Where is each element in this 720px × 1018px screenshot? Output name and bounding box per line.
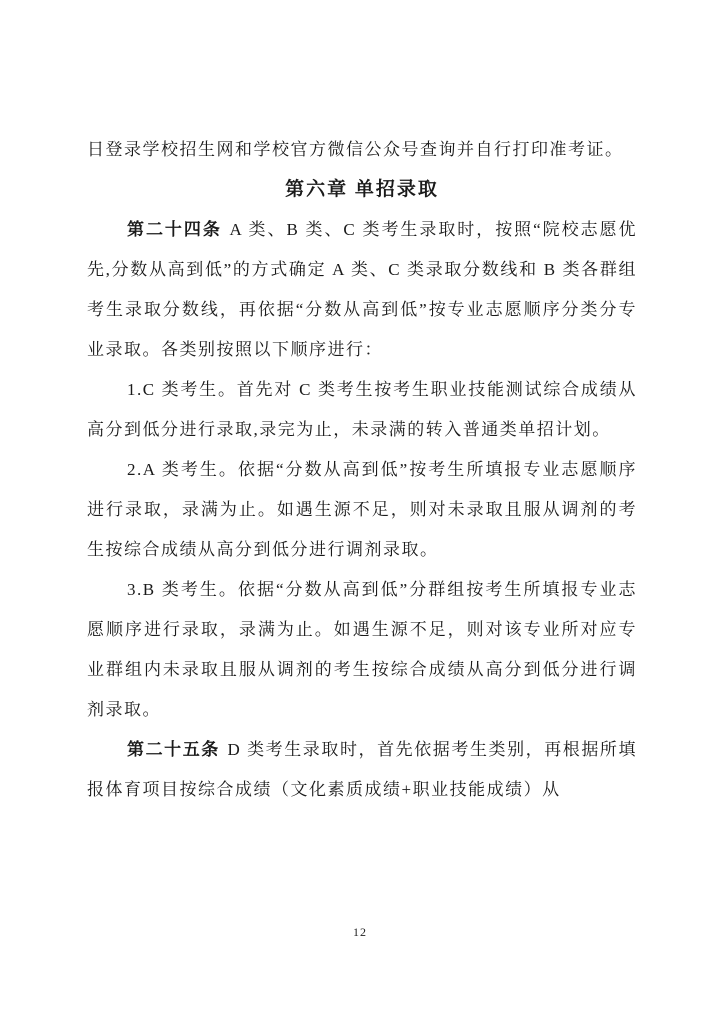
list-item-1: 1.C 类考生。首先对 C 类考生按考生职业技能测试综合成绩从高分到低分进行录取,录完为止，未录满的转入普通类单招计划。 [87,380,637,439]
article-25-paragraph [87,730,637,810]
chapter-heading: 第六章 单招录取 [285,179,439,200]
article-24-text: A 类、B 类、C 类考生录取时，按照“院校志愿优先,分数从高到低”的方式确定 A 类、C 类录取分数线和 B 类各群组考生录取分数线，再依据“分数从高到低”按专业志愿顺序分类分专业录取。各类别按照以下顺序进行： [87,220,638,359]
article-24-label: 第二十四条 [127,220,222,239]
article-25-label: 第二十五条 [127,740,220,759]
article-25-text: D 类考生录取时，首先依据考生类别，再根据所填报体育项目按综合成绩（文化素质成绩+职业技能成绩）从 [87,740,638,799]
list-item-2: 2.A 类考生。依据“分数从高到低”按考生所填报专业志愿顺序进行录取，录满为止。如遇生源不足，则对未录取且服从调剂的考生按综合成绩从高分到低分进行调剂录取。 [87,460,637,559]
list-item-3: 3.B 类考生。依据“分数从高到低”分群组按考生所填报专业志愿顺序进行录取，录满为止。如遇生源不足，则对该专业所对应专业群组内未录取且服从调剂的考生按综合成绩从高分到低分进行调剂录取。 [87,580,637,719]
article-24-paragraph [87,210,637,370]
page-number: 12 [353,925,367,939]
intro-continuation-paragraph: 日登录学校招生网和学校官方微信公众号查询并自行打印准考证。 [87,140,624,159]
